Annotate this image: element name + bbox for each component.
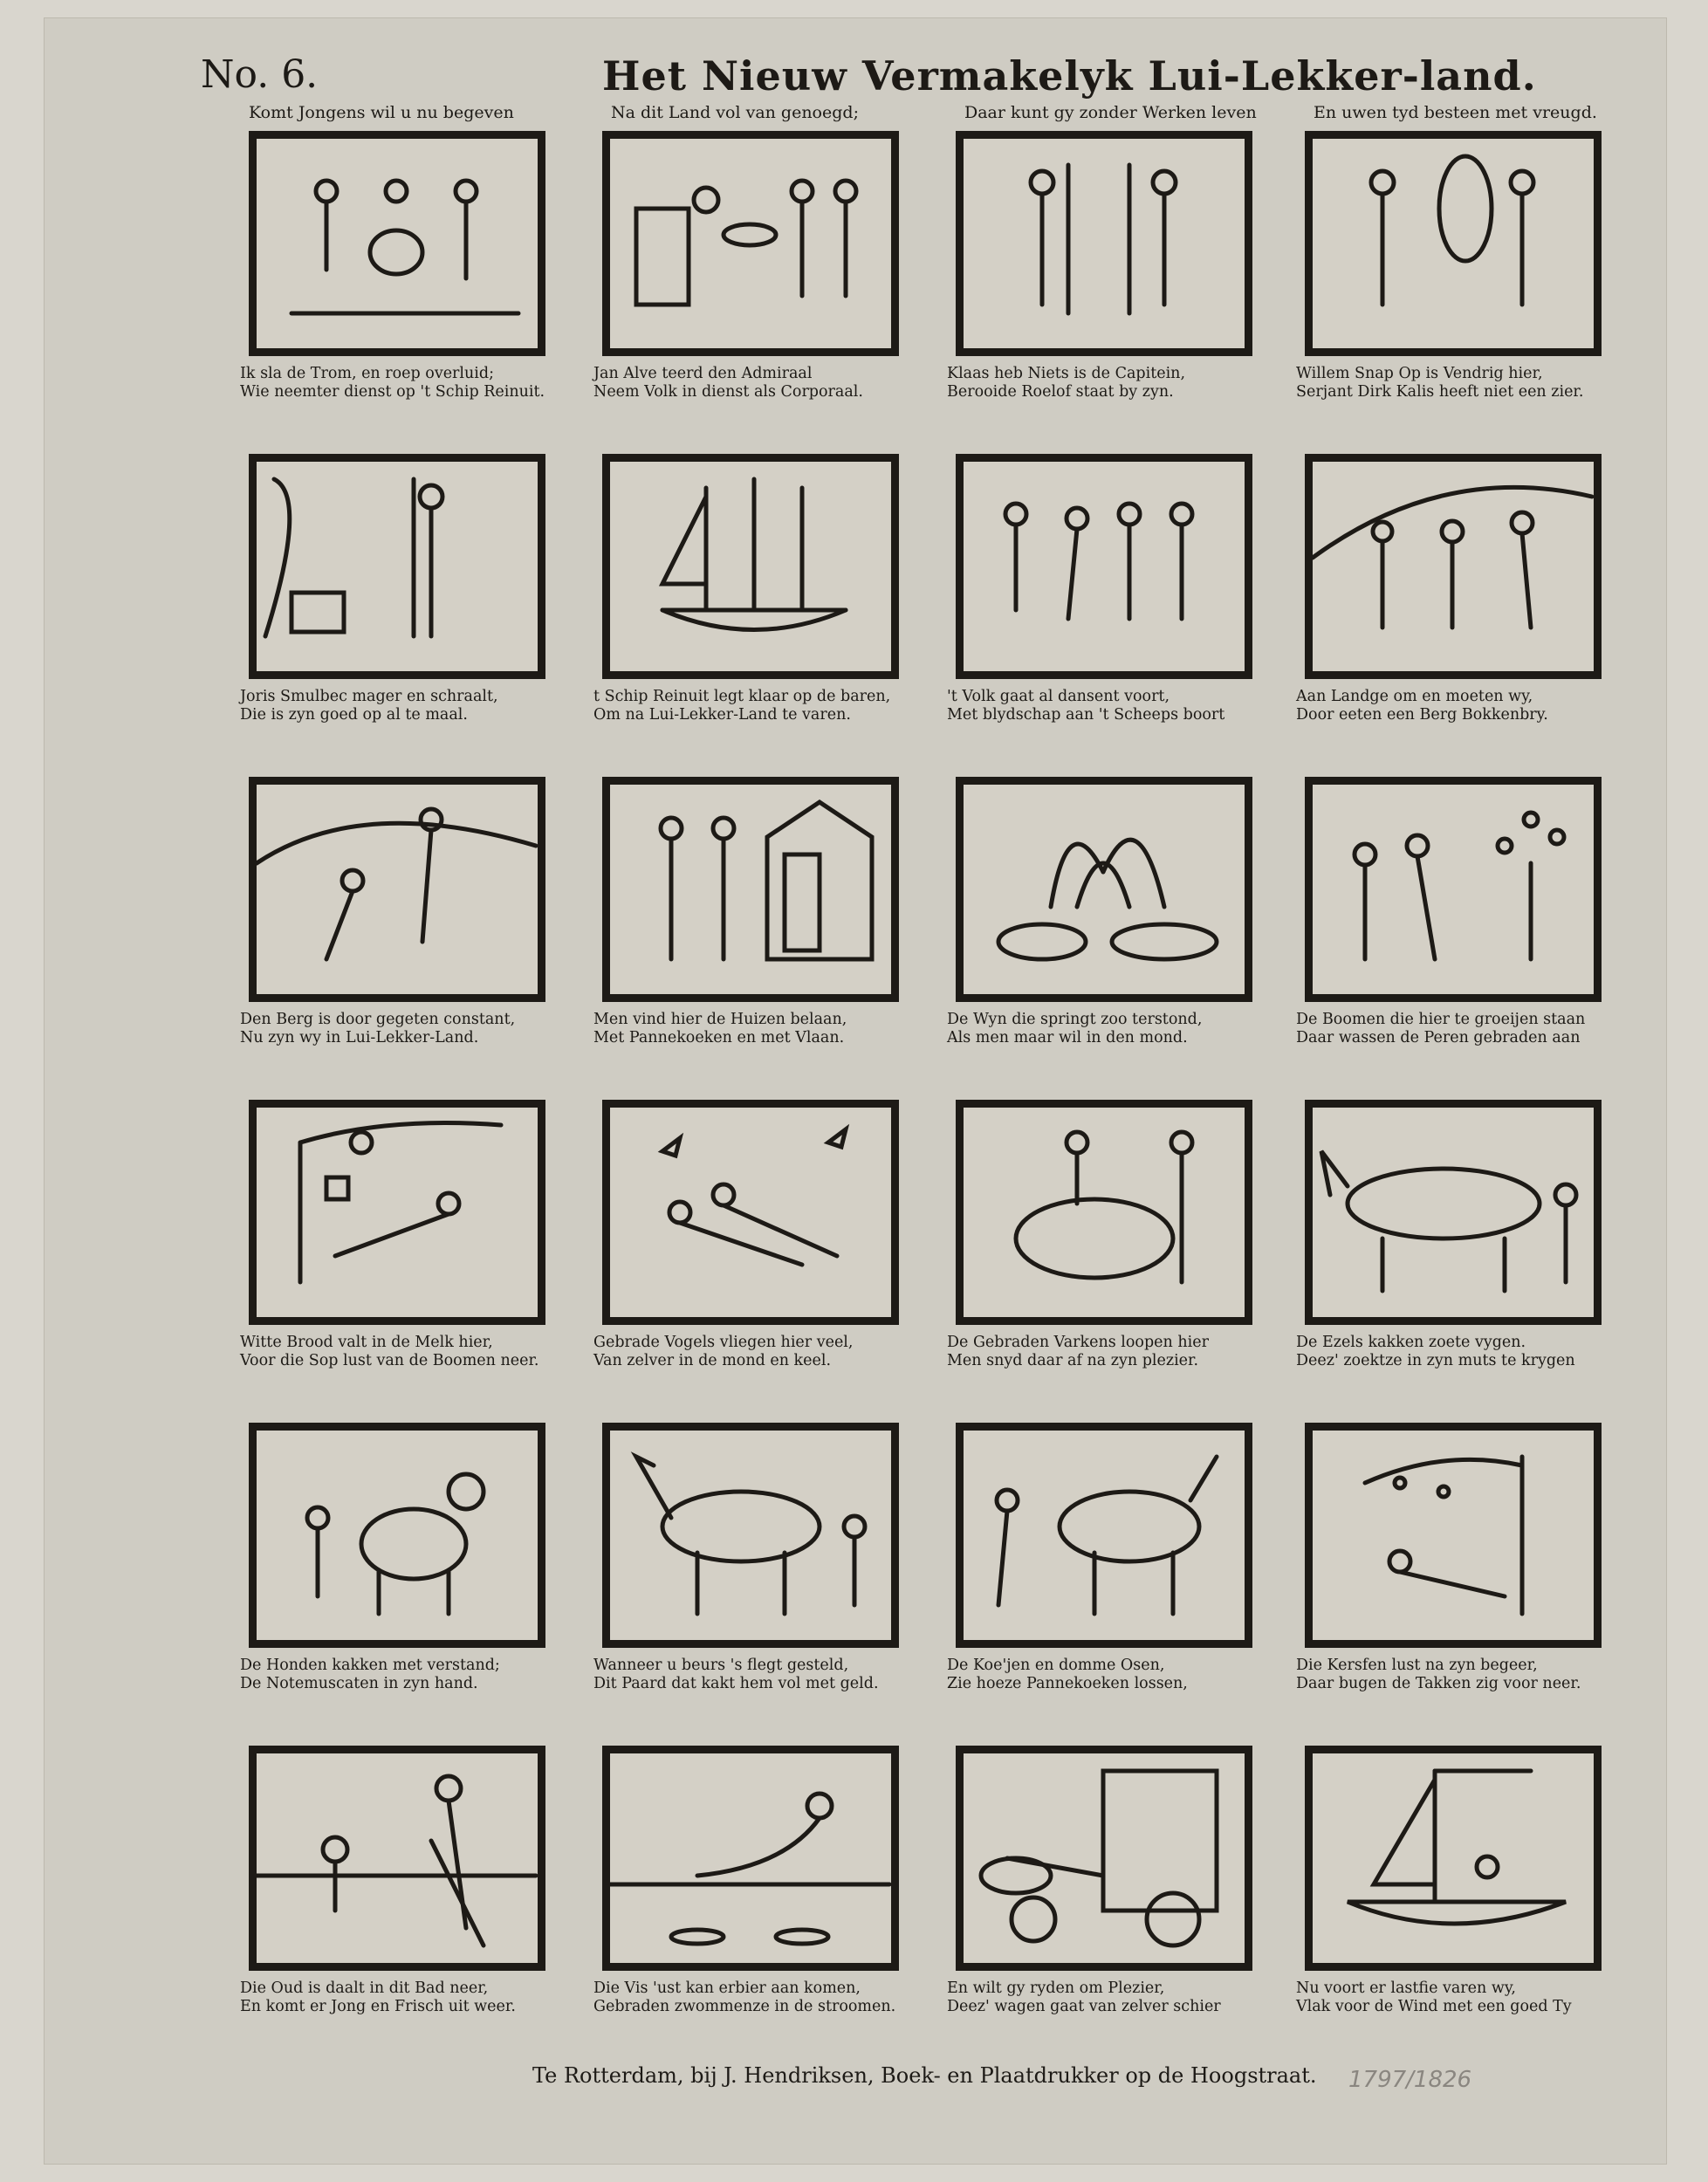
caption-line: Om na Lui-Lekker-Land te varen. — [593, 706, 851, 724]
panel-caption — [947, 1011, 1279, 1047]
panel-caption — [1296, 688, 1628, 724]
woodcut-panel — [593, 131, 908, 432]
caption-line: Witte Brood valt in de Melk hier, — [240, 1334, 493, 1351]
caption-line: t Schip Reinuit legt klaar op de baren, — [593, 688, 891, 705]
panel-caption — [947, 1980, 1279, 2016]
panel-caption — [947, 1334, 1279, 1370]
panel-caption — [240, 1980, 572, 2016]
boat-scene-icon — [1305, 1746, 1602, 1971]
fish-scene-icon — [602, 1746, 899, 1971]
cherry-tree-scene-icon — [1305, 1423, 1602, 1648]
caption-line: De Ezels kakken zoete vygen. — [1296, 1334, 1526, 1351]
panel-caption — [947, 365, 1279, 401]
caption-line: Die Kersfen lust na zyn begeer, — [1296, 1657, 1538, 1674]
bread-tree-scene-icon — [249, 1100, 545, 1325]
roast-pig-scene-icon — [956, 1100, 1252, 1325]
caption-line: De Wyn die springt zoo terstond, — [947, 1011, 1203, 1028]
dog-scene-icon — [249, 1423, 545, 1648]
pear-tree-scene-icon — [1305, 777, 1602, 1002]
caption-line: Daar bugen de Takken zig voor neer. — [1296, 1675, 1581, 1692]
wine-fountain-scene-icon — [956, 777, 1252, 1002]
carriage-scene-icon — [956, 1746, 1252, 1971]
panel-caption — [593, 1334, 925, 1370]
caption-line: Die Oud is daalt in dit Bad neer, — [240, 1980, 489, 1997]
caption-line: Zie hoeze Pannekoeken lossen, — [947, 1675, 1188, 1692]
page-title: Het Nieuw Vermakelyk Lui-Lekker-land. — [602, 52, 1537, 99]
caption-line: Als men maar wil in den mond. — [947, 1029, 1188, 1046]
caption-line: Jan Alve teerd den Admiraal — [593, 365, 813, 382]
caption-line: Van zelver in de mond en keel. — [593, 1352, 832, 1369]
caption-line: Voor die Sop lust van de Boomen neer. — [240, 1352, 539, 1369]
intro-line: En uwen tyd besteen met vreugd. — [1314, 103, 1597, 122]
panel-caption — [240, 688, 572, 724]
header — [201, 52, 1562, 105]
imprint: Te Rotterdam, bij J. Hendriksen, Boek- en Plaatdrukker op de Hoogstraat. — [532, 2063, 1317, 2088]
caption-line: De Honden kakken met verstand; — [240, 1657, 500, 1674]
intro-line: Daar kunt gy zonder Werken leven — [964, 103, 1257, 122]
admiral-scene-icon — [602, 131, 899, 356]
donkey-scene-icon — [1305, 1100, 1602, 1325]
caption-line: Die Vis 'ust kan erbier aan komen, — [593, 1980, 861, 1997]
caption-line: Klaas heb Niets is de Capitein, — [947, 365, 1186, 382]
woodcut-panel — [1296, 454, 1610, 755]
bath-scene-icon — [249, 1746, 545, 1971]
woodcut-panel — [240, 1423, 554, 1724]
mountain-eating-scene-icon — [1305, 454, 1602, 679]
woodcut-panel — [947, 454, 1261, 755]
caption-line: Ik sla de Trom, en roep overluid; — [240, 365, 494, 382]
caption-line: Aan Landge om en moeten wy, — [1296, 688, 1533, 705]
woodcut-panel — [1296, 1423, 1610, 1724]
caption-line: De Boomen die hier te groeijen staan — [1296, 1011, 1586, 1028]
panel-caption — [240, 1657, 572, 1693]
caption-line: Berooide Roelof staat by zyn. — [947, 383, 1174, 401]
panel-caption — [1296, 1334, 1628, 1370]
caption-line: Joris Smulbec mager en schraalt, — [240, 688, 498, 705]
woodcut-panel — [1296, 1746, 1610, 2047]
ship-scene-icon — [602, 454, 899, 679]
caption-line: De Gebraden Varkens loopen hier — [947, 1334, 1209, 1351]
cow-scene-icon — [956, 1423, 1252, 1648]
caption-line: En wilt gy ryden om Plezier, — [947, 1980, 1165, 1997]
roast-birds-scene-icon — [602, 1100, 899, 1325]
panel-caption — [593, 688, 925, 724]
woodcut-panel — [240, 454, 554, 755]
woodcut-panel — [593, 1746, 908, 2047]
caption-line: Door eeten een Berg Bokkenbry. — [1296, 706, 1548, 724]
officer-scene-icon — [249, 454, 545, 679]
caption-line: Gebraden zwommenze in de stroomen. — [593, 1998, 896, 2015]
intro-line: Komt Jongens wil u nu begeven — [249, 103, 514, 122]
panel-caption — [1296, 1980, 1628, 2016]
woodcut-panel — [947, 131, 1261, 432]
panel-caption — [593, 1980, 925, 2016]
flag-bearer-scene-icon — [1305, 131, 1602, 356]
panel-caption — [947, 1657, 1279, 1693]
caption-line: Men snyd daar af na zyn plezier. — [947, 1352, 1199, 1369]
captain-scene-icon — [956, 131, 1252, 356]
panel-caption — [593, 1011, 925, 1047]
drummer-scene-icon — [249, 131, 545, 356]
caption-line: Dit Paard dat kakt hem vol met geld. — [593, 1675, 879, 1692]
caption-line: Men vind hier de Huizen belaan, — [593, 1011, 847, 1028]
woodcut-panel — [947, 777, 1261, 1078]
caption-line: Neem Volk in dienst als Corporaal. — [593, 383, 863, 401]
panel-caption — [1296, 1657, 1628, 1693]
woodcut-panel — [947, 1100, 1261, 1401]
caption-line: Serjant Dirk Kalis heeft niet een zier. — [1296, 383, 1584, 401]
woodcut-panel — [240, 131, 554, 432]
woodcut-panel — [1296, 777, 1610, 1078]
caption-line: Nu zyn wy in Lui-Lekker-Land. — [240, 1029, 479, 1046]
arrival-scene-icon — [249, 777, 545, 1002]
caption-line: 't Volk gaat al dansent voort, — [947, 688, 1170, 705]
caption-line: Met blydschap aan 't Scheeps boort — [947, 706, 1225, 724]
woodcut-panel — [1296, 1100, 1610, 1401]
panel-caption — [947, 688, 1279, 724]
caption-line: De Koe'jen en domme Osen, — [947, 1657, 1165, 1674]
woodcut-panel — [240, 777, 554, 1078]
panel-caption — [240, 1011, 572, 1047]
woodcut-panel — [1296, 131, 1610, 432]
caption-line: Daar wassen de Peren gebraden aan — [1296, 1029, 1581, 1046]
intro-line: Na dit Land vol van genoegd; — [611, 103, 859, 122]
caption-line: Met Pannekoeken en met Vlaan. — [593, 1029, 845, 1046]
caption-line: En komt er Jong en Frisch uit weer. — [240, 1998, 516, 2015]
panel-caption — [240, 1334, 572, 1370]
caption-line: Wie neemter dienst op 't Schip Reinuit. — [240, 383, 545, 401]
caption-line: Den Berg is door gegeten constant, — [240, 1011, 516, 1028]
dancing-scene-icon — [956, 454, 1252, 679]
caption-line: Gebrade Vogels vliegen hier veel, — [593, 1334, 854, 1351]
horse-scene-icon — [602, 1423, 899, 1648]
caption-line: Nu voort er lastfie varen wy, — [1296, 1980, 1516, 1997]
pancake-house-scene-icon — [602, 777, 899, 1002]
panel-caption — [1296, 365, 1628, 401]
woodcut-panel — [240, 1746, 554, 2047]
caption-line: Vlak voor de Wind met een goed Ty — [1296, 1998, 1572, 2015]
woodcut-panel — [947, 1746, 1261, 2047]
caption-line: Willem Snap Op is Vendrig hier, — [1296, 365, 1543, 382]
caption-line: Wanneer u beurs 's flegt gesteld, — [593, 1657, 849, 1674]
sheet-number: No. 6. — [201, 52, 319, 97]
woodcut-grid — [240, 131, 1619, 2025]
caption-line: Deez' wagen gaat van zelver schier — [947, 1998, 1221, 2015]
panel-caption — [1296, 1011, 1628, 1047]
woodcut-panel — [947, 1423, 1261, 1724]
woodcut-panel — [593, 1100, 908, 1401]
panel-caption — [240, 365, 572, 401]
caption-line: Die is zyn goed op al te maal. — [240, 706, 468, 724]
woodcut-panel — [240, 1100, 554, 1401]
caption-line: Deez' zoektze in zyn muts te krygen — [1296, 1352, 1575, 1369]
panel-caption — [593, 1657, 925, 1693]
panel-caption — [593, 365, 925, 401]
pencil-annotation: 1797/1826 — [1348, 2067, 1472, 2093]
woodcut-panel — [593, 1423, 908, 1724]
woodcut-panel — [593, 777, 908, 1078]
caption-line: De Notemuscaten in zyn hand. — [240, 1675, 478, 1692]
woodcut-panel — [593, 454, 908, 755]
